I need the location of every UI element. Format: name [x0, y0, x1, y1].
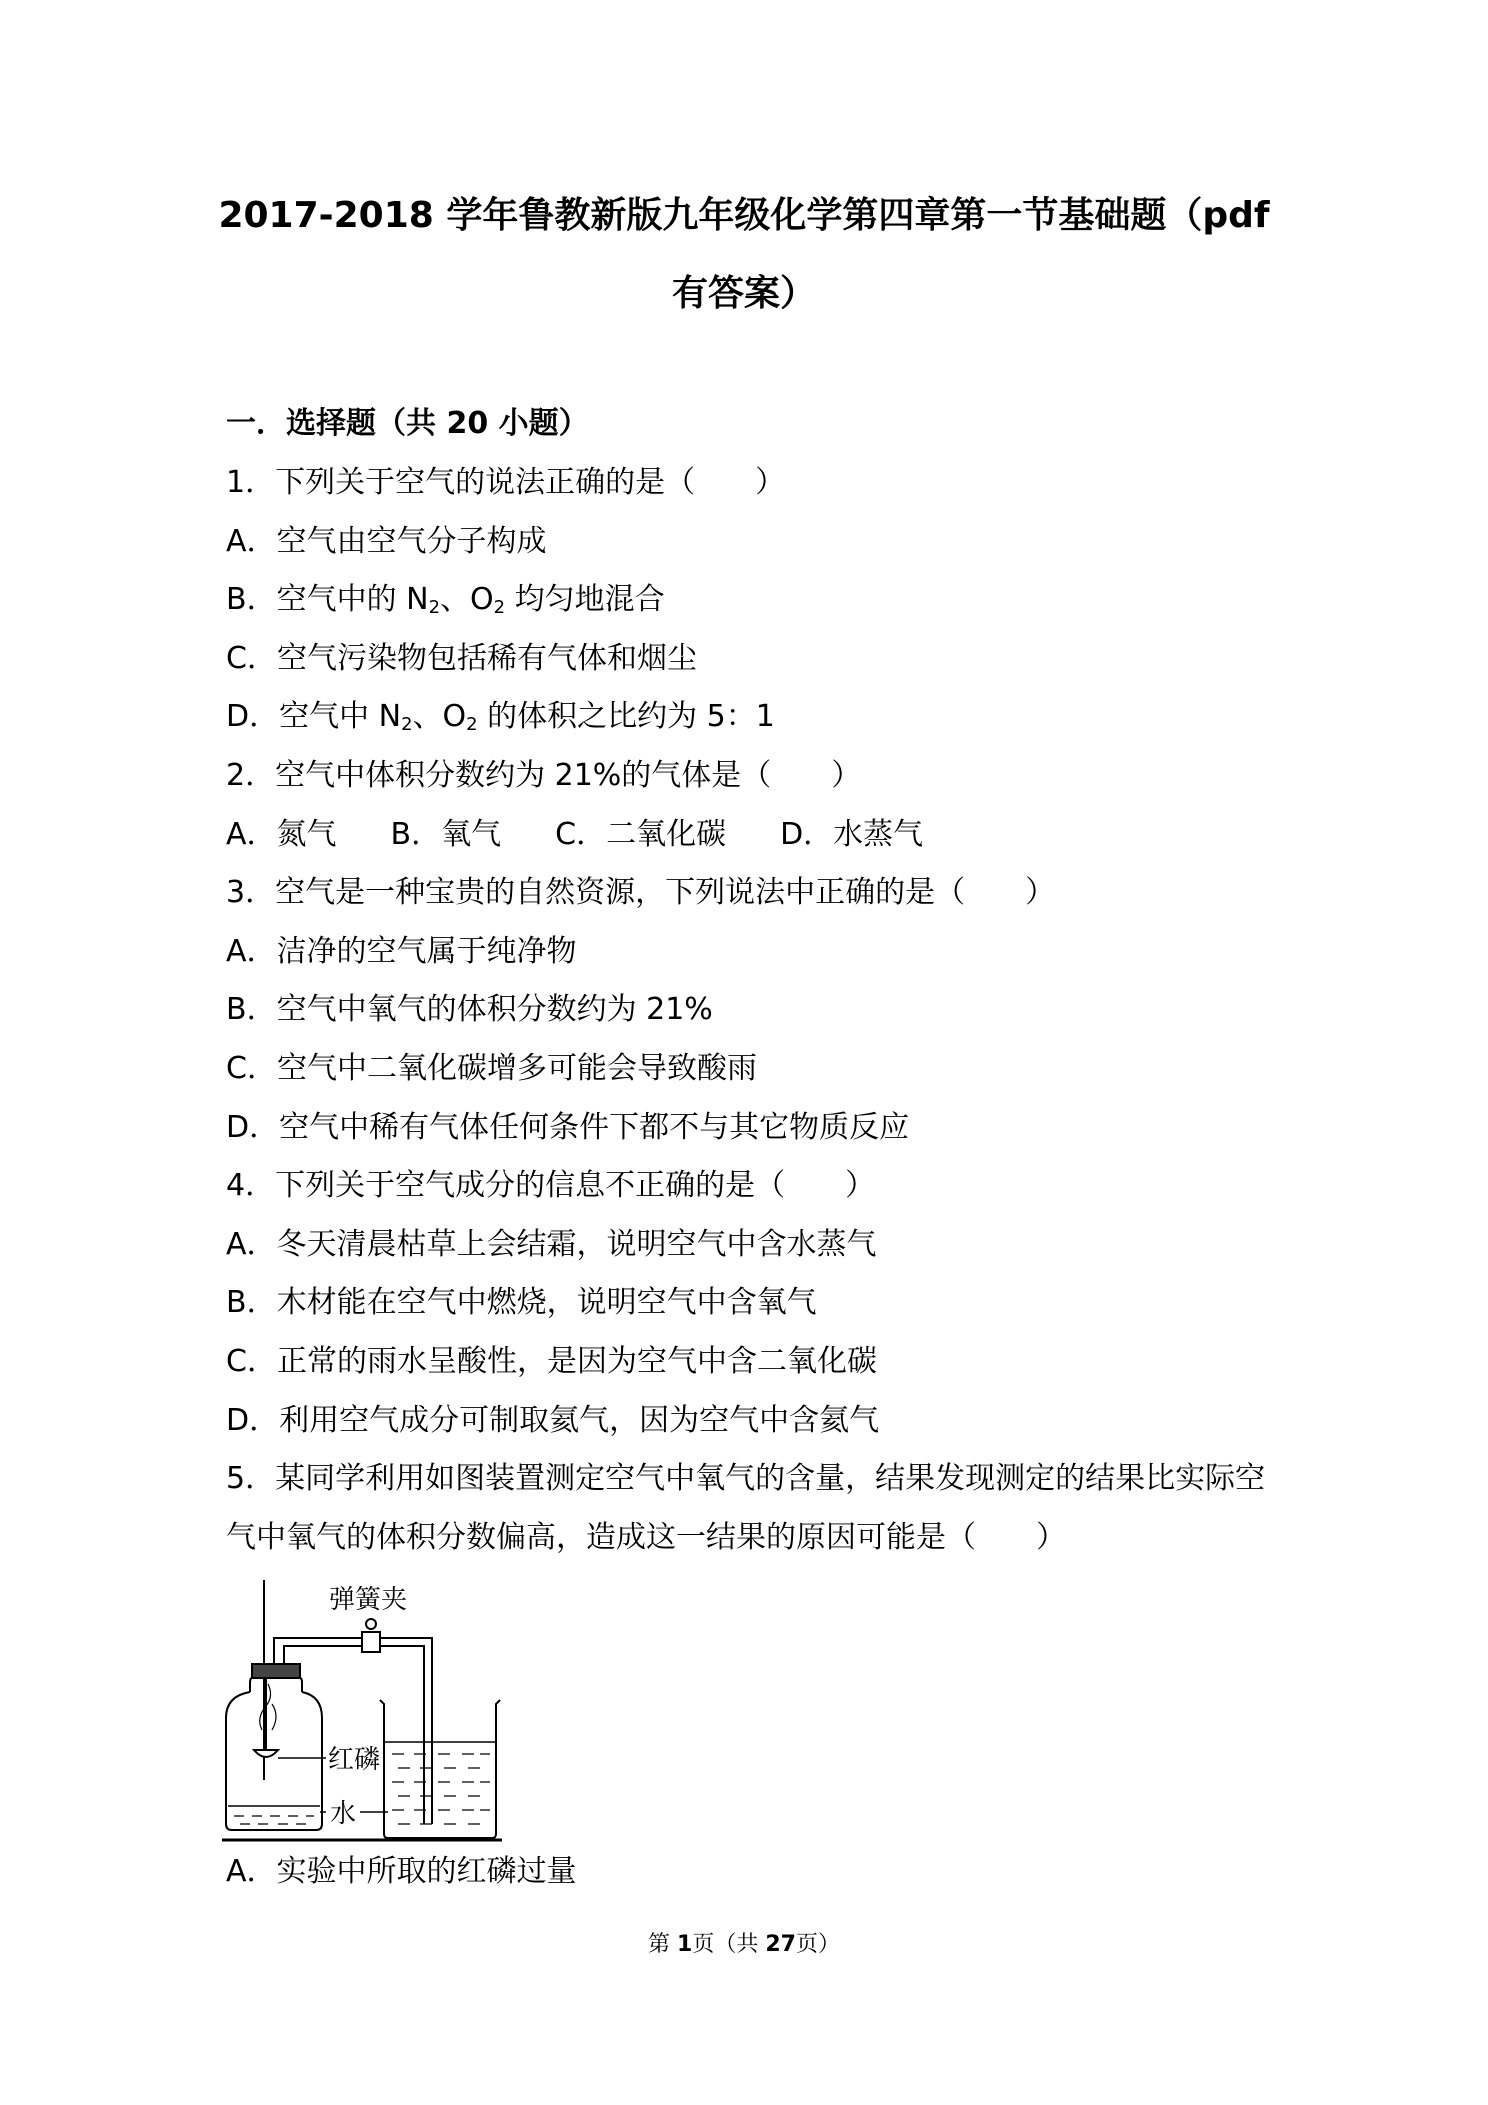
section-heading: 一．选择题（共 20 小题） — [226, 406, 589, 441]
label-water: 水 — [330, 1799, 357, 1829]
tube-left — [274, 1638, 362, 1664]
apparatus-diagram — [222, 1580, 512, 1842]
q1-d-sub-2: 2 — [466, 714, 478, 735]
q5-stem-line-1: 5．某同学利用如图装置测定空气中氧气的含量，结果发现测定的结果比实际空 — [226, 1461, 1266, 1496]
q1-d-text-3: 的体积之比约为 5：1 — [477, 699, 775, 734]
q2-stem: 2．空气中体积分数约为 21%的气体是（ ） — [226, 758, 862, 793]
q2-options — [226, 815, 923, 855]
stopper — [252, 1664, 300, 1678]
footer-total-pages: 27 — [765, 1932, 796, 1957]
q1-b-text-3: 均匀地混合 — [505, 582, 665, 617]
q5-option-a: A．实验中所取的红磷过量 — [226, 1854, 577, 1889]
q4-option-b: B．木材能在空气中燃烧，说明空气中含氧气 — [226, 1285, 817, 1320]
q3-option-b: B．空气中氧气的体积分数约为 21% — [226, 992, 713, 1027]
label-spring-clamp: 弹簧夹 — [328, 1585, 408, 1615]
footer-middle: 页（共 — [692, 1932, 766, 1957]
q4-option-c: C．正常的雨水呈酸性，是因为空气中含二氧化碳 — [226, 1344, 877, 1379]
q1-option-c: C．空气污染物包括稀有气体和烟尘 — [226, 641, 697, 676]
q2-option-c: C．二氧化碳 — [555, 817, 727, 852]
q3-option-d: D．空气中稀有气体任何条件下都不与其它物质反应 — [226, 1110, 910, 1145]
q1-d-text-2: 、O — [412, 699, 467, 734]
q4-option-a: A．冬天清晨枯草上会结霜，说明空气中含水蒸气 — [226, 1227, 877, 1262]
jar-water-dashes — [234, 1816, 314, 1824]
spring-clamp-knob — [366, 1619, 376, 1629]
q3-option-c: C．空气中二氧化碳增多可能会导致酸雨 — [226, 1051, 757, 1086]
q2-option-d: D．水蒸气 — [780, 817, 924, 852]
q1-d-text-1: D．空气中 N — [226, 699, 402, 734]
q2-option-a: A．氮气 — [226, 817, 337, 852]
jar-body — [226, 1692, 322, 1830]
q1-d-sub-1: 2 — [401, 714, 413, 735]
footer-prefix: 第 — [648, 1932, 678, 1957]
q3-option-a: A．洁净的空气属于纯净物 — [226, 934, 577, 969]
label-red-phosphorus: 红磷 — [328, 1745, 381, 1775]
q4-option-d: D．利用空气成分可制取氦气，因为空气中含氦气 — [226, 1403, 880, 1438]
footer-page-number: 1 — [677, 1932, 693, 1957]
footer-suffix: 页） — [795, 1932, 840, 1957]
document-title-line-2: 有答案） — [671, 273, 816, 314]
page-footer — [0, 1930, 1488, 1960]
q4-stem: 4．下列关于空气成分的信息不正确的是（ ） — [226, 1168, 876, 1203]
tube-left-inner — [284, 1646, 362, 1664]
spring-clamp — [362, 1632, 380, 1652]
q3-stem: 3．空气是一种宝贵的自然资源，下列说法中正确的是（ ） — [226, 875, 1056, 910]
q1-b-text-2: 、O — [440, 582, 494, 617]
flame-smoke — [260, 1684, 276, 1730]
q1-b-sub-2: 2 — [493, 597, 506, 618]
beaker-water-dashes — [392, 1754, 490, 1824]
beaker — [380, 1700, 500, 1838]
document-title-line-1: 2017-2018 学年鲁教新版九年级化学第四章第一节基础题（pdf — [218, 195, 1270, 236]
q1-stem: 1．下列关于空气的说法正确的是（ ） — [226, 465, 786, 500]
q1-b-sub-1: 2 — [428, 597, 441, 618]
combustion-spoon — [254, 1750, 278, 1757]
q1-option-d — [226, 697, 775, 737]
q1-option-b — [226, 580, 665, 620]
q1-option-a: A．空气由空气分子构成 — [226, 524, 547, 559]
q5-stem-line-2: 气中氧气的体积分数偏高，造成这一结果的原因可能是（ ） — [226, 1520, 1066, 1555]
q2-option-b: B．氧气 — [390, 817, 502, 852]
q1-b-text-1: B．空气中的 N — [226, 582, 429, 617]
